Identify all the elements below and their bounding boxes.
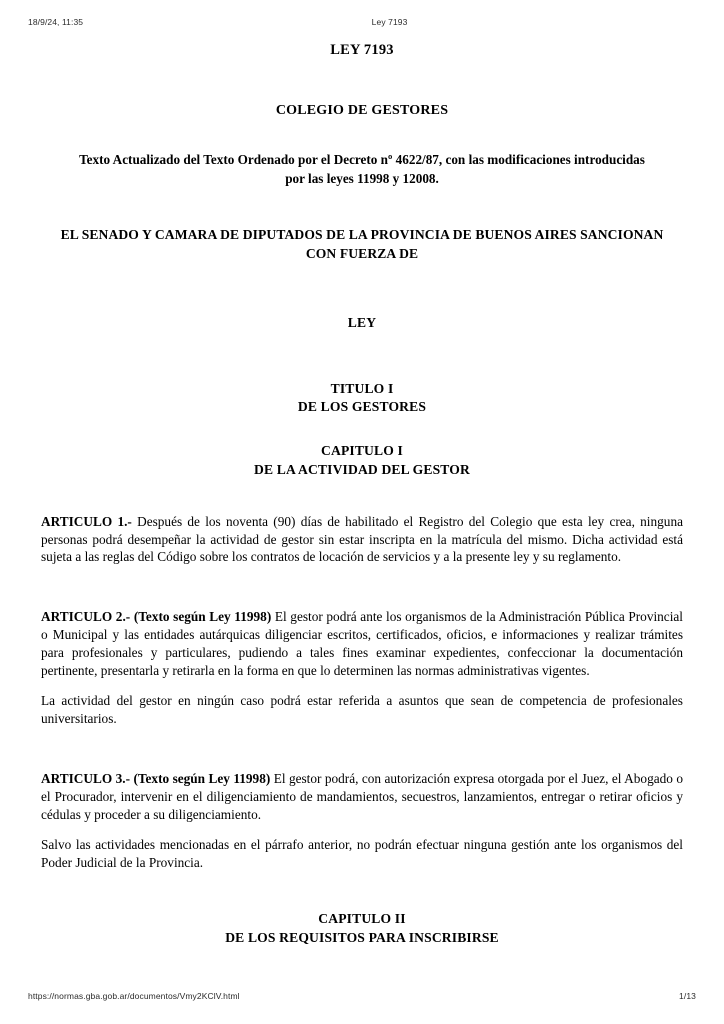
page-title: LEY 7193 [330, 42, 394, 58]
sanction-block [41, 226, 683, 264]
article-2-paragraph-2: La actividad del gestor en ningún caso podrá estar referida a asuntos que sean de competencia de profesionales universitarios. [41, 693, 683, 727]
print-header-title: Ley 7193 [371, 17, 408, 27]
article-1 [41, 513, 683, 566]
article-3 [41, 770, 683, 872]
article-1-label: ARTICULO 1.- [41, 513, 132, 529]
print-header-datetime: 18/9/24, 11:35 [28, 17, 84, 27]
print-footer-url[interactable]: https://normas.gba.gob.ar/documentos/Vmy2KClV.html [28, 991, 240, 1001]
subtitle-line-1: Texto Actualizado del Texto Ordenado por el Decreto nº 4622/87, con las modificaciones introducidas [79, 152, 645, 167]
sanction-line-2: CON FUERZA DE [305, 246, 419, 262]
print-footer-page-number: 1/13 [679, 991, 696, 1001]
article-2-text-1: El gestor podrá ante los organismos de la Administración Pública Provincial o Municipal y las entidades autárquicas diligenciar escritos, certificados, oficios, e informaciones y realizar trámites para profesionales y particulares, pudiendo a tales fines examinar expedientes, confeccionar la documentación pertinente, presentarla y retirarla en la forma en que lo determinen las normas administrativas vigentes. [41, 609, 684, 678]
subtitle-block [41, 151, 683, 188]
article-3-paragraph-2: Salvo las actividades mencionadas en el párrafo anterior, no podrán efectuar ninguna gestión ante los organismos del Poder Judicial de la Provincia. [41, 837, 683, 871]
article-3-label: ARTICULO 3.- (Texto según Ley 11998) [41, 771, 271, 787]
article-2-label: ARTICULO 2.- (Texto según Ley 11998) [41, 609, 272, 625]
article-2 [41, 608, 683, 728]
print-footer [0, 991, 724, 1001]
titulo-i-heading: TITULO I [330, 380, 394, 396]
sanction-line-1: EL SENADO Y CAMARA DE DIPUTADOS DE LA PROVINCIA DE BUENOS AIRES SANCIONAN [60, 227, 664, 243]
capitulo-i-heading: CAPITULO I [321, 443, 403, 459]
article-3-text-1: El gestor podrá, con autorización expresa otorgada por el Juez, el Abogado o el Procurador, intervenir en el diligenciamiento de mandamientos, secuestros, lanzamientos, entregar o retirar oficios y cédulas y proceder a su diligenciamiento. [41, 771, 683, 822]
institution-heading: COLEGIO DE GESTORES [275, 103, 449, 118]
subtitle-line-2: por las leyes 11998 y 12008. [285, 170, 439, 186]
capitulo-i-heading-group [41, 442, 683, 480]
capitulo-i-subheading: DE LA ACTIVIDAD DEL GESTOR [254, 461, 470, 477]
article-3-paragraph-1 [41, 770, 683, 823]
article-1-paragraph-1 [41, 513, 683, 566]
capitulo-ii-heading: CAPITULO II [318, 911, 406, 927]
article-1-text: Después de los noventa (90) días de habilitado el Registro del Colegio que esta ley crea, ninguna personas podrá desempeñar la actividad de gestor sin estar inscripta en la matrícula del mismo. Dicha actividad está sujeta a las reglas del Código sobre los contratos de locación de servicios y a la presente ley y su reglamento. [41, 513, 683, 565]
titulo-i-heading-group [41, 380, 683, 418]
capitulo-ii-subheading: DE LOS REQUISITOS PARA INSCRIBIRSE [225, 929, 499, 945]
capitulo-ii-heading-group [41, 910, 683, 948]
ley-word-heading: LEY [347, 314, 377, 330]
article-2-paragraph-1 [41, 608, 683, 679]
titulo-i-subheading: DE LOS GESTORES [297, 399, 427, 415]
